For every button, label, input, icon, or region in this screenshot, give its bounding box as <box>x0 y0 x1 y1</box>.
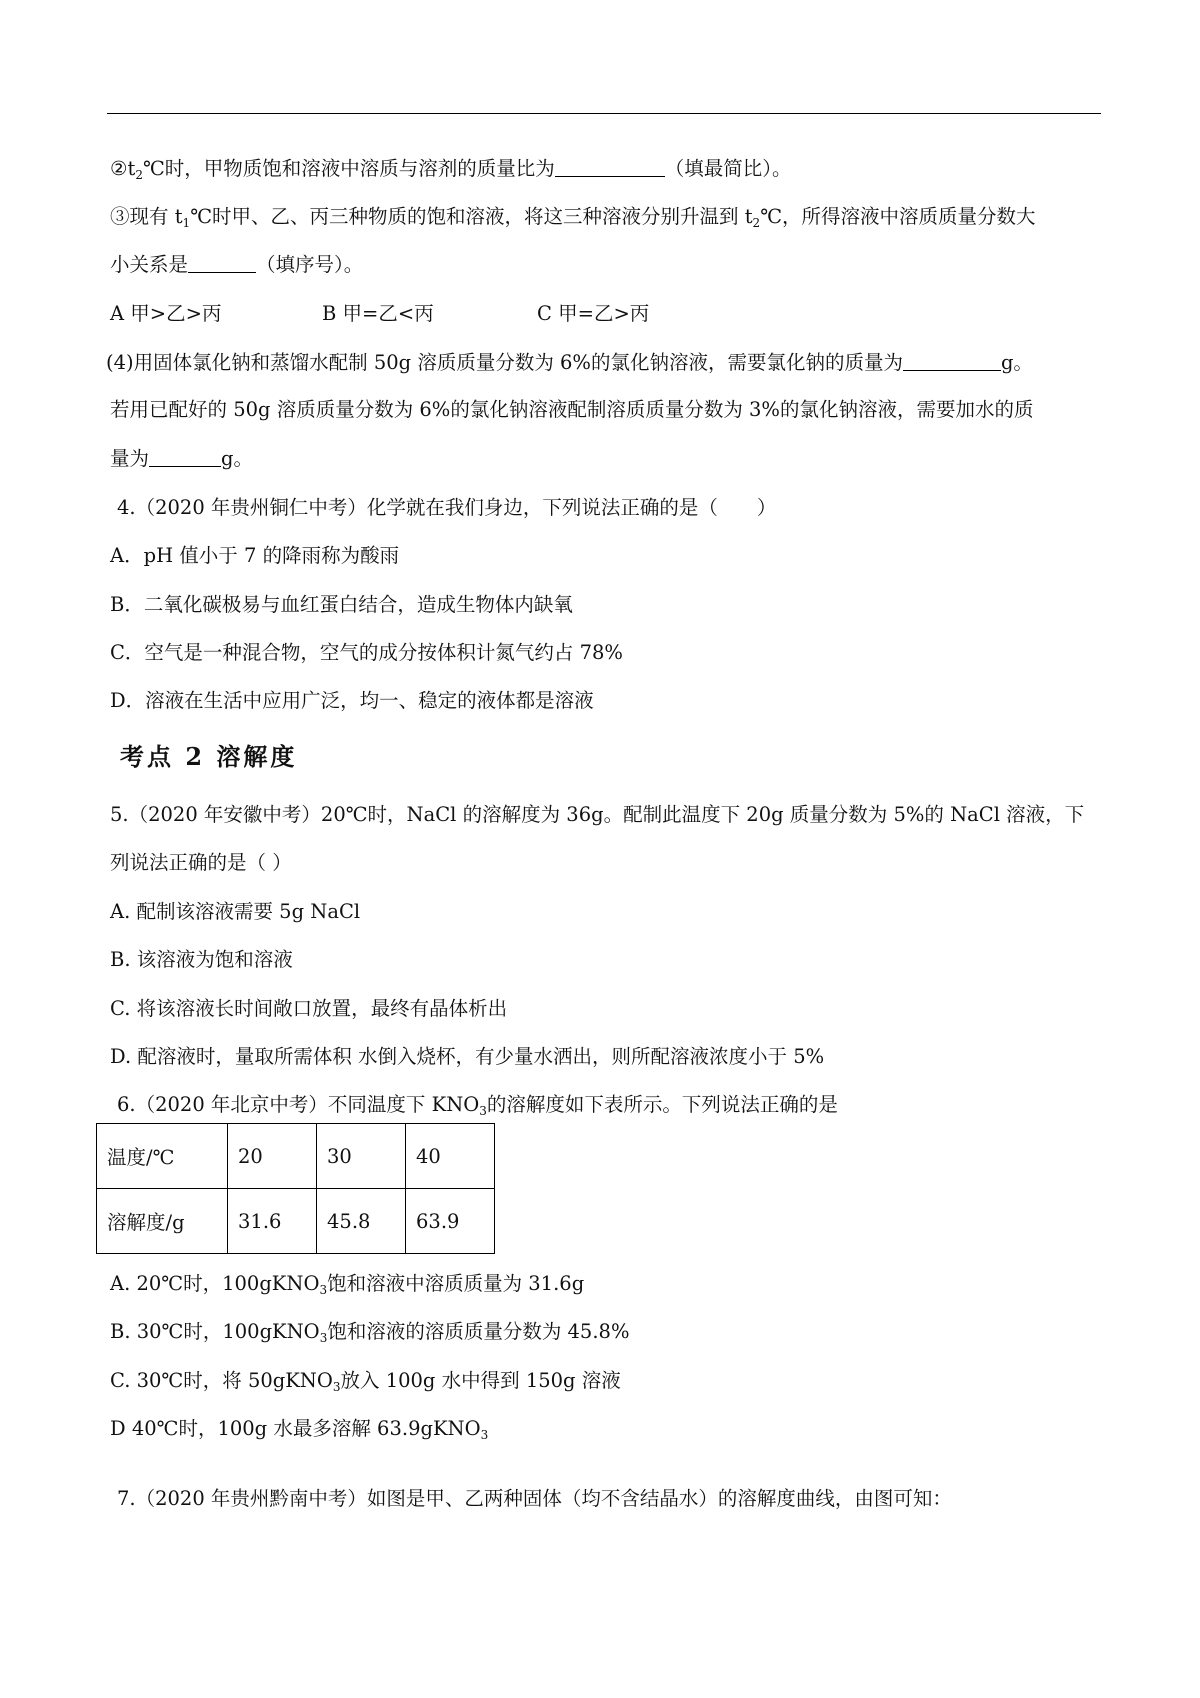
q6-option-d: D 40℃时，100g 水最多溶解 63.9gKNO$_3$ <box>110 1417 489 1442</box>
q4-option-c: C．空气是一种混合物，空气的成分按体积计氮气约占 78% <box>110 641 623 664</box>
q3-option-b: B 甲=乙<丙 <box>322 302 434 325</box>
q5-option-d: D. 配溶液时，量取所需体积 水倒入烧杯，有少量水洒出，则所配溶液浓度小于 5% <box>110 1045 825 1068</box>
q4-stem: 4.（2020 年贵州铜仁中考）化学就在我们身边，下列说法正确的是（ ） <box>117 496 777 519</box>
q5-stem: 5.（2020 年安徽中考）20℃时，NaCl 的溶解度为 36g。配制此温度下 20g 质量分数为 5%的 NaCl 溶液，下 <box>110 803 1085 826</box>
q3-part4-line2: 若用已配好的 50g 溶质质量分数为 6%的氯化钠溶液配制溶质质量分数为 3%的氯化钠溶液，需要加水的质 <box>110 398 1034 421</box>
q3-part4-line3: 量为 g。 <box>110 447 253 470</box>
q5-stem-cont: 列说法正确的是（ ） <box>110 851 292 874</box>
answer-blank[interactable] <box>555 158 665 177</box>
section-heading: 考点 2 溶解度 <box>120 742 298 771</box>
q5-option-c: C. 将该溶液长时间敞口放置，最终有晶体析出 <box>110 997 508 1020</box>
table-row <box>97 1124 495 1189</box>
q6-stem: 6.（2020 年北京中考）不同温度下 $KNO_3$的溶解度如下表所示。下列说法正确的是 <box>117 1093 838 1118</box>
q3-part4-line: (4)用固体氯化钠和蒸馏水配制 50g 溶质质量分数为 6%的氯化钠溶液，需要氯化钠的质量为 g。 <box>106 351 1033 374</box>
table-cell: 溶解度/g <box>97 1189 228 1254</box>
table-cell: 30 <box>317 1124 406 1189</box>
q3-sub2-line: $②t_2℃$时，甲物质饱和溶液中溶质与溶剂的质量比为 （填最简比）。 <box>110 157 792 182</box>
table-row <box>97 1189 495 1254</box>
q4-option-d: D．溶液在生活中应用广泛，均一、稳定的液体都是溶液 <box>110 689 594 712</box>
q7-stem: 7.（2020 年贵州黔南中考）如图是甲、乙两种固体（均不含结晶水）的溶解度曲线，由图可知： <box>117 1487 952 1510</box>
table-cell: 20 <box>228 1124 317 1189</box>
q3-sub3-line: ③现有 $t_1℃$时甲、乙、丙三种物质的饱和溶液，将这三种溶液分别升温到 $t_2℃$，所得溶液中溶质质量分数大 <box>110 205 1036 230</box>
q6-option-b: B. 30℃时，100gKNO$_3$饱和溶液的溶质质量分数为 45.8% <box>110 1320 630 1345</box>
answer-blank[interactable] <box>903 352 1001 371</box>
answer-blank[interactable] <box>149 448 221 467</box>
q3-option-c: C 甲=乙>丙 <box>537 302 650 325</box>
q5-option-a: A. 配制该溶液需要 5g NaCl <box>110 900 361 923</box>
header-rule <box>107 113 1101 114</box>
q4-option-a: A．pH 值小于 7 的降雨称为酸雨 <box>110 544 400 567</box>
table-cell: 40 <box>406 1124 495 1189</box>
table-cell: 31.6 <box>228 1189 317 1254</box>
q6-option-a: A. 20℃时，100gKNO$_3$饱和溶液中溶质质量为 31.6g <box>110 1272 585 1297</box>
table-cell: 45.8 <box>317 1189 406 1254</box>
table-cell: 63.9 <box>406 1189 495 1254</box>
table-cell: 温度/℃ <box>97 1124 228 1189</box>
q3-sub3-line-cont: 小关系是 （填序号）。 <box>110 253 364 276</box>
q3-option-a: A 甲>乙>丙 <box>110 302 222 325</box>
q5-option-b: B. 该溶液为饱和溶液 <box>110 948 293 971</box>
solubility-table <box>96 1123 495 1254</box>
q6-option-c: C. 30℃时，将 50gKNO$_3$放入 100g 水中得到 150g 溶液 <box>110 1369 621 1394</box>
answer-blank[interactable] <box>188 254 256 273</box>
q4-option-b: B．二氧化碳极易与血红蛋白结合，造成生物体内缺氧 <box>110 593 573 616</box>
